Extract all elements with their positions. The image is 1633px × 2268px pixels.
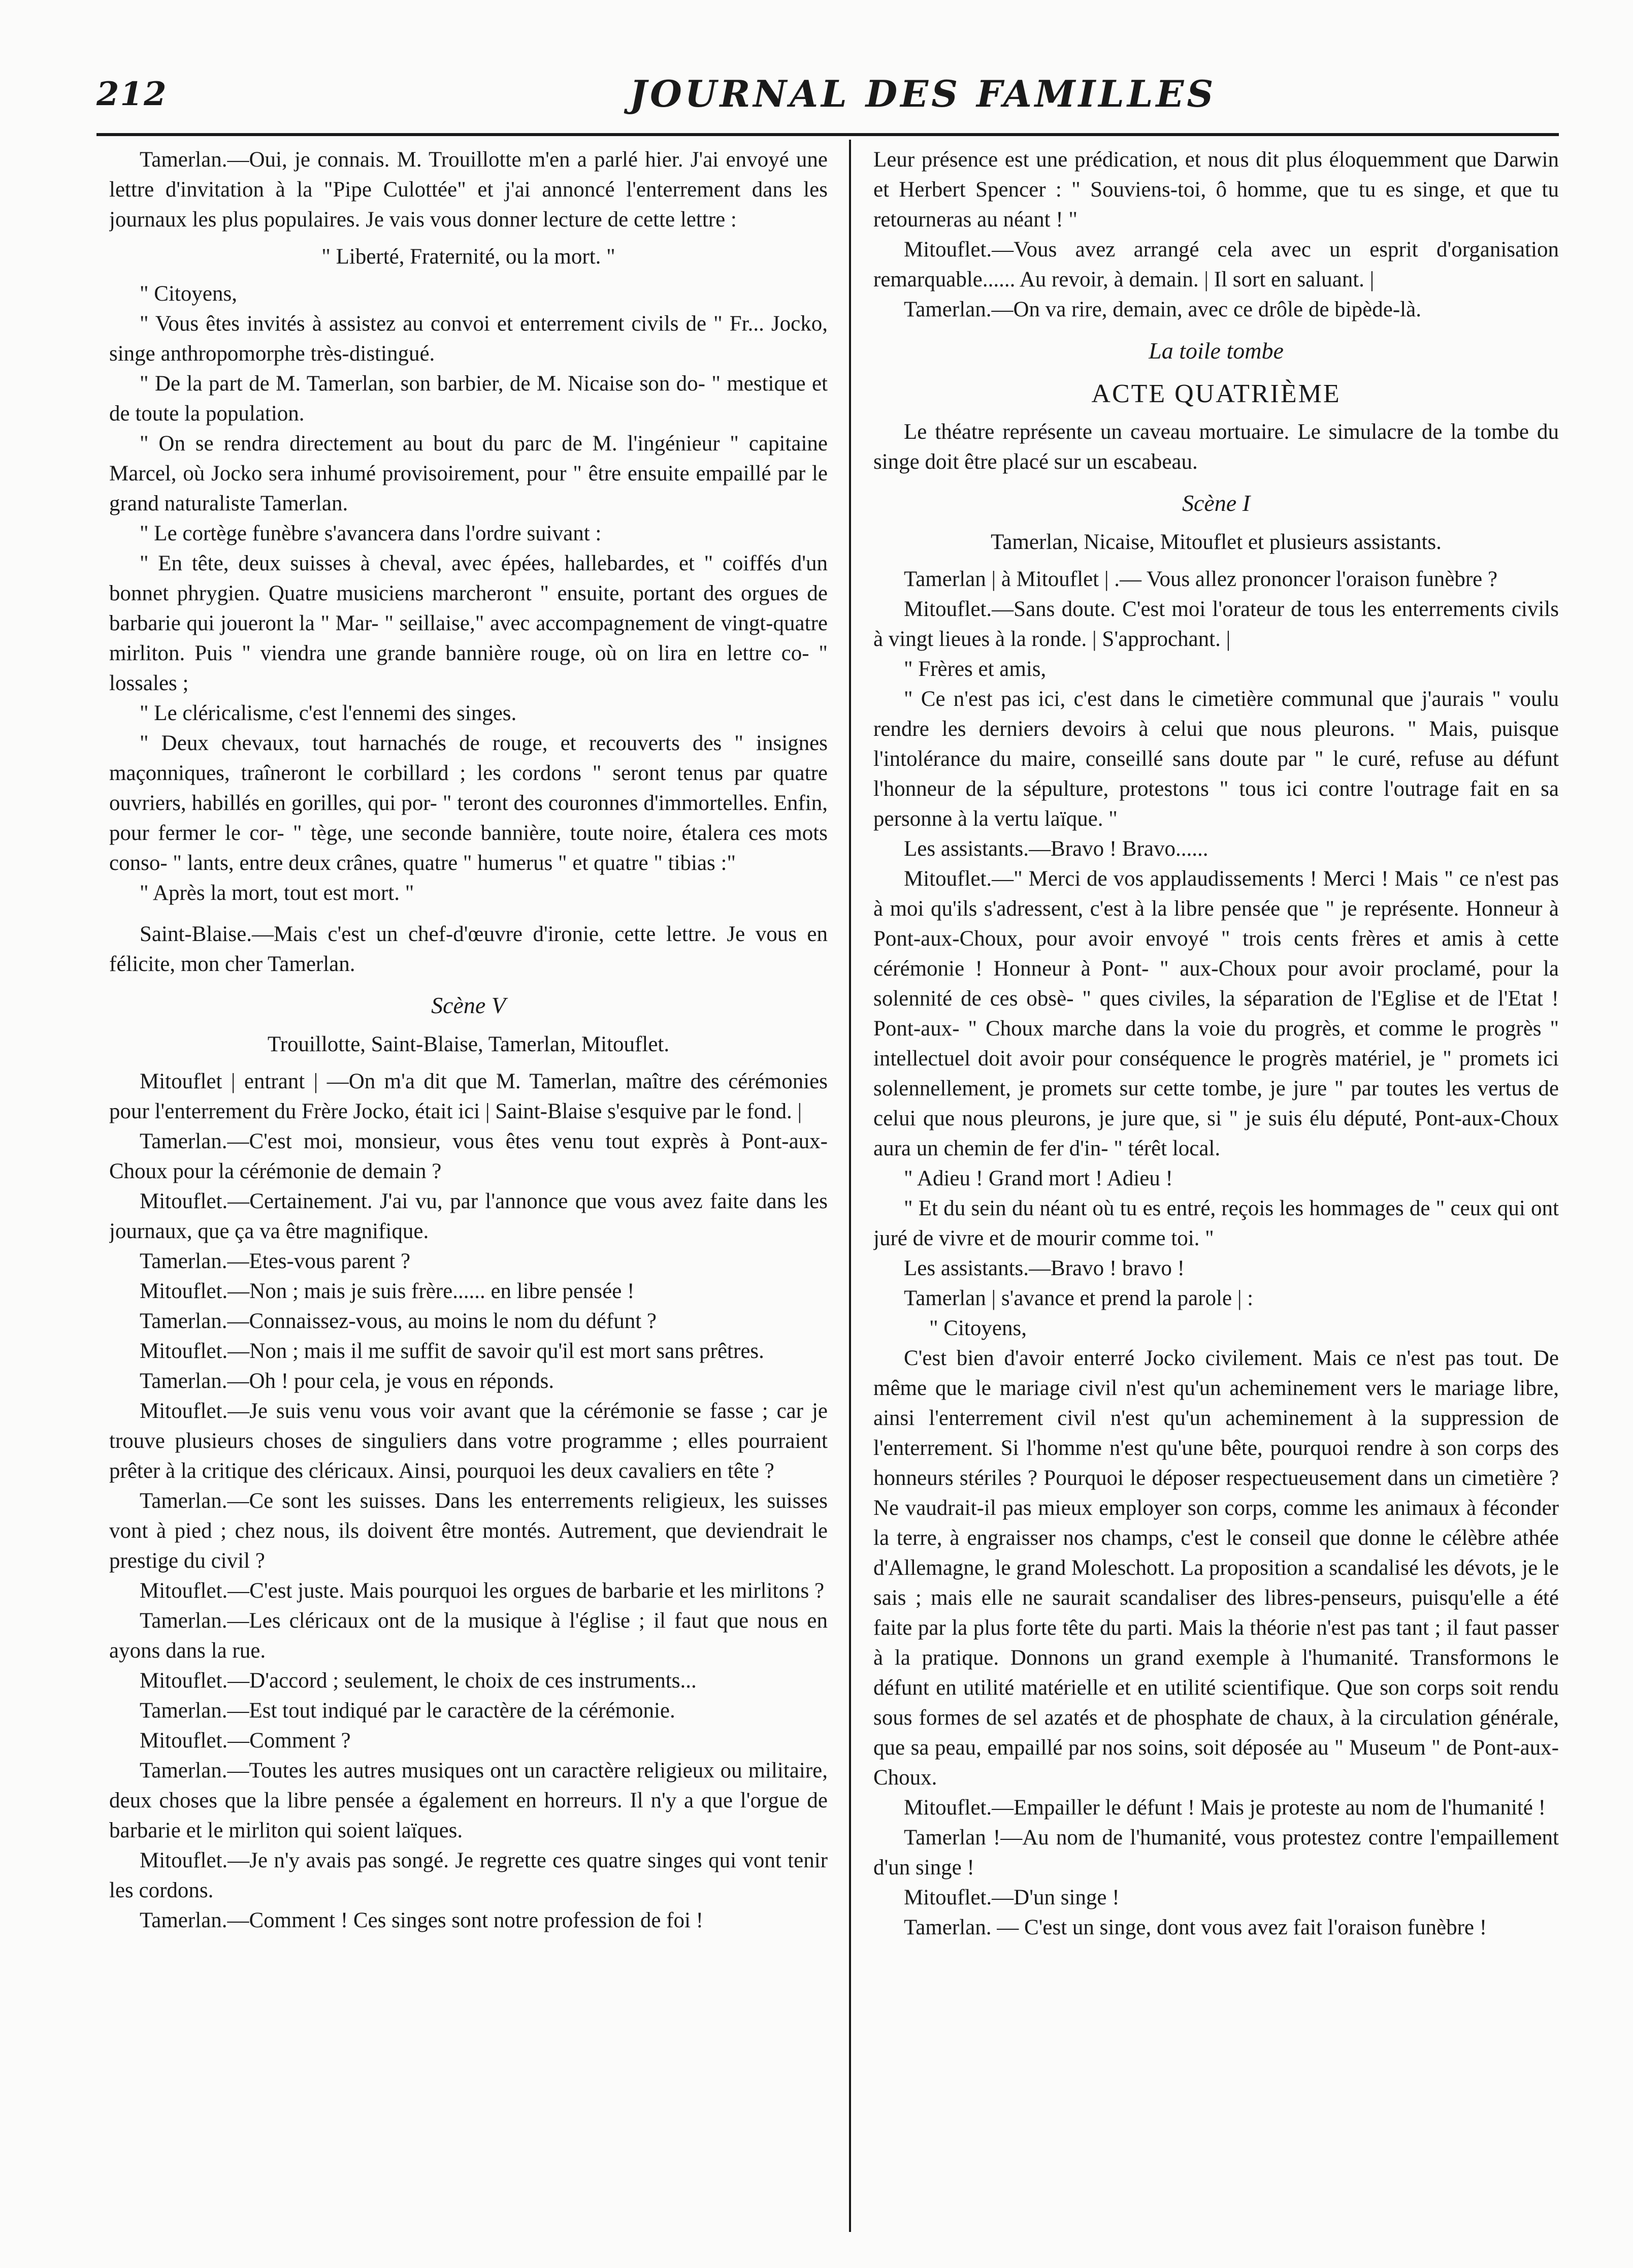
letter-salutation: " Citoyens, <box>140 282 237 306</box>
dialogue-line: Mitouflet.—D'accord ; seulement, le choix de ces instruments... <box>140 1669 697 1693</box>
right-column <box>873 145 1559 2227</box>
letter-line: " On se rendra directement au bout du parc de M. l'ingénieur " capitaine Marcel, où Jocko sera inhumé provisoirement, pour " être ensuite empaillé par le grand naturaliste Tamerlan. <box>109 432 828 515</box>
dialogue-line: Mitouflet.—Non ; mais il me suffit de savoir qu'il est mort sans prêtres. <box>140 1339 764 1363</box>
dialogue-line: Mitouflet.—Empailler le défunt ! Mais je proteste au nom de l'humanité ! <box>904 1796 1546 1820</box>
dialogue-line: Tamerlan.—Connaissez-vous, au moins le nom du défunt ? <box>140 1309 657 1333</box>
scene-cast: Trouillotte, Saint-Blaise, Tamerlan, Mitouflet. <box>267 1032 670 1056</box>
letter-motto: " Liberté, Fraternité, ou la mort. " <box>321 245 615 269</box>
speech-salutation: " Citoyens, <box>929 1316 1027 1340</box>
scene-cast: Tamerlan, Nicaise, Mitouflet et plusieurs assistants. <box>991 530 1442 554</box>
letter-line: " Deux chevaux, tout harnachés de rouge, et recouverts des " insignes maçonniques, traîneront le corbillard ; les cordons " seront tenus par quatre ouvriers, habillés en gorilles, qui por- " teront des couronnes d'immortelles. Enfin, pour fermer le cor- " tège, une seconde bannière, toute noire, étalera ces mots conso- " lants, entre deux crânes, quatre " humerus " et quatre " tibias :" <box>109 731 828 875</box>
dialogue-line: Tamerlan.—Comment ! Ces singes sont notre profession de foi ! <box>140 1908 704 1932</box>
speech-line: " Adieu ! Grand mort ! Adieu ! <box>904 1167 1173 1190</box>
speech-line: " Frères et amis, <box>904 657 1047 681</box>
dialogue-line: Mitouflet.—Non ; mais je suis frère...... en libre pensée ! <box>140 1279 635 1303</box>
dialogue-line: Les assistants.—Bravo ! bravo ! <box>904 1256 1185 1280</box>
scene-heading: Scène I <box>1182 490 1251 516</box>
paragraph: Leur présence est une prédication, et nous dit plus éloquemment que Darwin et Herbert Spencer : " Souviens-toi, ô homme, que tu es singe, et que tu retourneras au néant ! " <box>873 148 1559 232</box>
letter-line: " Le cléricalisme, c'est l'ennemi des singes. <box>140 701 517 725</box>
dialogue-line: Saint-Blaise.—Mais c'est un chef-d'œuvre d'ironie, cette lettre. Je vous en félicite, mon cher Tamerlan. <box>109 922 828 976</box>
scene-heading: Scène V <box>431 992 506 1018</box>
curtain-direction: La toile tombe <box>1149 338 1284 364</box>
dialogue-line: Tamerlan.—Ce sont les suisses. Dans les enterrements religieux, les suisses vont à pied ; chez nous, ils doivent être montés. Autrement, que deviendrait le prestige du civil ? <box>109 1489 828 1573</box>
dialogue-line: Tamerlan.—Toutes les autres musiques ont un caractère religieux ou militaire, deux choses que la libre pensée a également en horreurs. Il n'y a que l'orgue de barbarie et le mirliton qui soient laïques. <box>109 1759 828 1842</box>
dialogue-line: Mitouflet.—Certainement. J'ai vu, par l'annonce que vous avez faite dans les journaux, que ça va être magnifique. <box>109 1189 828 1243</box>
dialogue-line: Tamerlan.—Oh ! pour cela, je vous en réponds. <box>140 1369 554 1393</box>
dialogue-line: Tamerlan.—Etes-vous parent ? <box>140 1249 411 1273</box>
dialogue-line: Tamerlan.—On va rire, demain, avec ce drôle de bipède-là. <box>904 298 1421 321</box>
letter-line: " De la part de M. Tamerlan, son barbier, de M. Nicaise son do- " mestique et de toute la population. <box>109 372 828 426</box>
dialogue-line: Tamerlan. — C'est un singe, dont vous avez fait l'oraison funèbre ! <box>904 1916 1487 1939</box>
column-divider <box>849 140 851 2232</box>
dialogue-line: Tamerlan.—Est tout indiqué par le caractère de la cérémonie. <box>140 1699 675 1723</box>
dialogue-line: Mitouflet.—Je suis venu vous voir avant que la cérémonie se fasse ; car je trouve plusieurs choses de singuliers dans votre programme ; elles pourraient prêter à la critique des cléricaux. Ainsi, pourquoi les deux cavaliers en tête ? <box>109 1399 828 1483</box>
letter-line: " En tête, deux suisses à cheval, avec épées, hallebardes, et " coiffés d'un bonnet phrygien. Quatre musiciens marcheront " ensuite, portant des orgues de barbarie qui joueront la " Mar- " seillaise," avec accompagnement de vingt-quatre mirliton. Puis " viendra une grande bannière rouge, où on lira en lettre co- " lossales ; <box>109 552 828 695</box>
dialogue-line: Mitouflet.—" Merci de vos applaudissements ! Merci ! Mais " ce n'est pas à moi qu'ils s'adressent, c'est à la libre pensée que " je représente. Honneur à Pont-aux-Choux, pour avoir envoyé " trois cents frères et amis à cette cérémonie ! Honneur à Pont- " aux-Choux pour avoir proclamé, pour la solennité de ces obsè- " ques civiles, la séparation de l'Eglise et de l'Etat ! Pont-aux- " Choux marche dans la voie du progrès, et comme le progrès " intellectuel doit avoir pour conséquence le progrès matériel, je " promets ici solennellement, je promets sur cette tombe, je jure " par toutes les vertus de celui que nous pleurons, je jure que, si " je suis élu député, Pont-aux-Choux aura un chemin de fer d'in- " térêt local. <box>873 867 1559 1160</box>
dialogue-line: Les assistants.—Bravo ! Bravo...... <box>904 837 1209 861</box>
stage-direction: Le théatre représente un caveau mortuaire. Le simulacre de la tombe du singe doit être placé sur un escabeau. <box>873 420 1559 474</box>
act-heading: ACTE QUATRIÈME <box>1091 379 1341 408</box>
dialogue-line: Tamerlan | à Mitouflet | .— Vous allez prononcer l'oraison funèbre ? <box>904 567 1498 591</box>
dialogue-line: Mitouflet.—C'est juste. Mais pourquoi les orgues de barbarie et les mirlitons ? <box>140 1579 825 1603</box>
page-number: 212 <box>96 75 168 113</box>
dialogue-line: Mitouflet | entrant | —On m'a dit que M. Tamerlan, maître des cérémonies pour l'enterrement du Frère Jocko, était ici | Saint-Blaise s'esquive par le fond. | <box>109 1070 828 1123</box>
dialogue-line: Mitouflet.—Vous avez arrangé cela avec un esprit d'organisation remarquable...... Au revoir, à demain. | Il sort en saluant. | <box>873 238 1559 291</box>
letter-line: " Le cortège funèbre s'avancera dans l'ordre suivant : <box>140 522 602 545</box>
journal-title: JOURNAL DES FAMILLES <box>630 72 1217 115</box>
dialogue-line: Mitouflet.—Comment ? <box>140 1729 351 1753</box>
speech-line: " Et du sein du néant où tu es entré, reçois les hommages de " ceux qui ont juré de vivre et de mourir comme toi. " <box>873 1196 1559 1250</box>
speech-line: " Ce n'est pas ici, c'est dans le cimetière communal que j'aurais " voulu rendre les derniers devoirs à celui que nous pleurons. " Mais, puisque l'intolérance du maire, conseillé sans doute par " le curé, refuse au défunt l'honneur de la sépulture, protestons " tous ici contre l'outrage fait en sa personne à la vertu laïque. " <box>873 687 1559 831</box>
speech-paragraph: C'est bien d'avoir enterré Jocko civilement. Mais ce n'est pas tout. De même que le mariage civil n'est qu'un acheminement vers le mariage libre, ainsi l'enterrement civil n'est qu'un acheminement à la suppression de l'enterrement. Si l'homme n'est qu'une bête, pourquoi rendre à son corps des honneurs stériles ? Pourquoi le déposer respectueusement dans un cimetière ? Ne vaudrait-il pas mieux employer son corps, comme les animaux à féconder la terre, à engraisser nos champs, c'est le conseil que donne le célèbre athée d'Allemagne, le grand Moleschott. La proposition a scandalisé les dévots, je le sais ; mais elle ne saurait scandaliser des libres-penseurs, puisqu'elle a été faite par la plus forte tête du parti. Mais la théorie n'est pas tant ; il faut passer à la pratique. Donnons un grand exemple à l'humanité. Transformons le défunt en utilité matérielle et en utilité scientifique. Que son corps soit rendu sous formes de sel azatés et de phosphate de chaux, à la circulation générale, que sa peau, empaillé par nos soins, soit déposée au " Museum " de Pont-aux-Choux. <box>873 1346 1559 1790</box>
dialogue-line: Tamerlan !—Au nom de l'humanité, vous protestez contre l'empaillement d'un singe ! <box>873 1826 1559 1880</box>
dialogue-line: Mitouflet.—Sans doute. C'est moi l'orateur de tous les enterrements civils à vingt lieues à la ronde. | S'approchant. | <box>873 597 1559 651</box>
dialogue-line: Tamerlan.—Les cléricaux ont de la musique à l'église ; il faut que nous en ayons dans la rue. <box>109 1609 828 1663</box>
left-column <box>109 145 828 2227</box>
header-rule <box>96 133 1559 136</box>
letter-line: " Vous êtes invités à assistez au convoi et enterrement civils de " Fr... Jocko, singe anthropomorphe très-distingué. <box>109 312 828 366</box>
dialogue-line: Tamerlan | s'avance et prend la parole | : <box>904 1286 1254 1310</box>
dialogue-line: Mitouflet.—Je n'y avais pas songé. Je regrette ces quatre singes qui vont tenir les cordons. <box>109 1849 828 1902</box>
dialogue-line: Mitouflet.—D'un singe ! <box>904 1886 1120 1909</box>
dialogue-line: Tamerlan.—C'est moi, monsieur, vous êtes venu tout exprès à Pont-aux-Choux pour la cérémonie de demain ? <box>109 1129 828 1183</box>
paragraph: Tamerlan.—Oui, je connais. M. Trouillotte m'en a parlé hier. J'ai envoyé une lettre d'invitation à la "Pipe Culottée" et j'ai annoncé l'enterrement dans les journaux les plus populaires. Je vais vous donner lecture de cette lettre : <box>109 148 828 232</box>
letter-line: " Après la mort, tout est mort. " <box>140 881 414 905</box>
